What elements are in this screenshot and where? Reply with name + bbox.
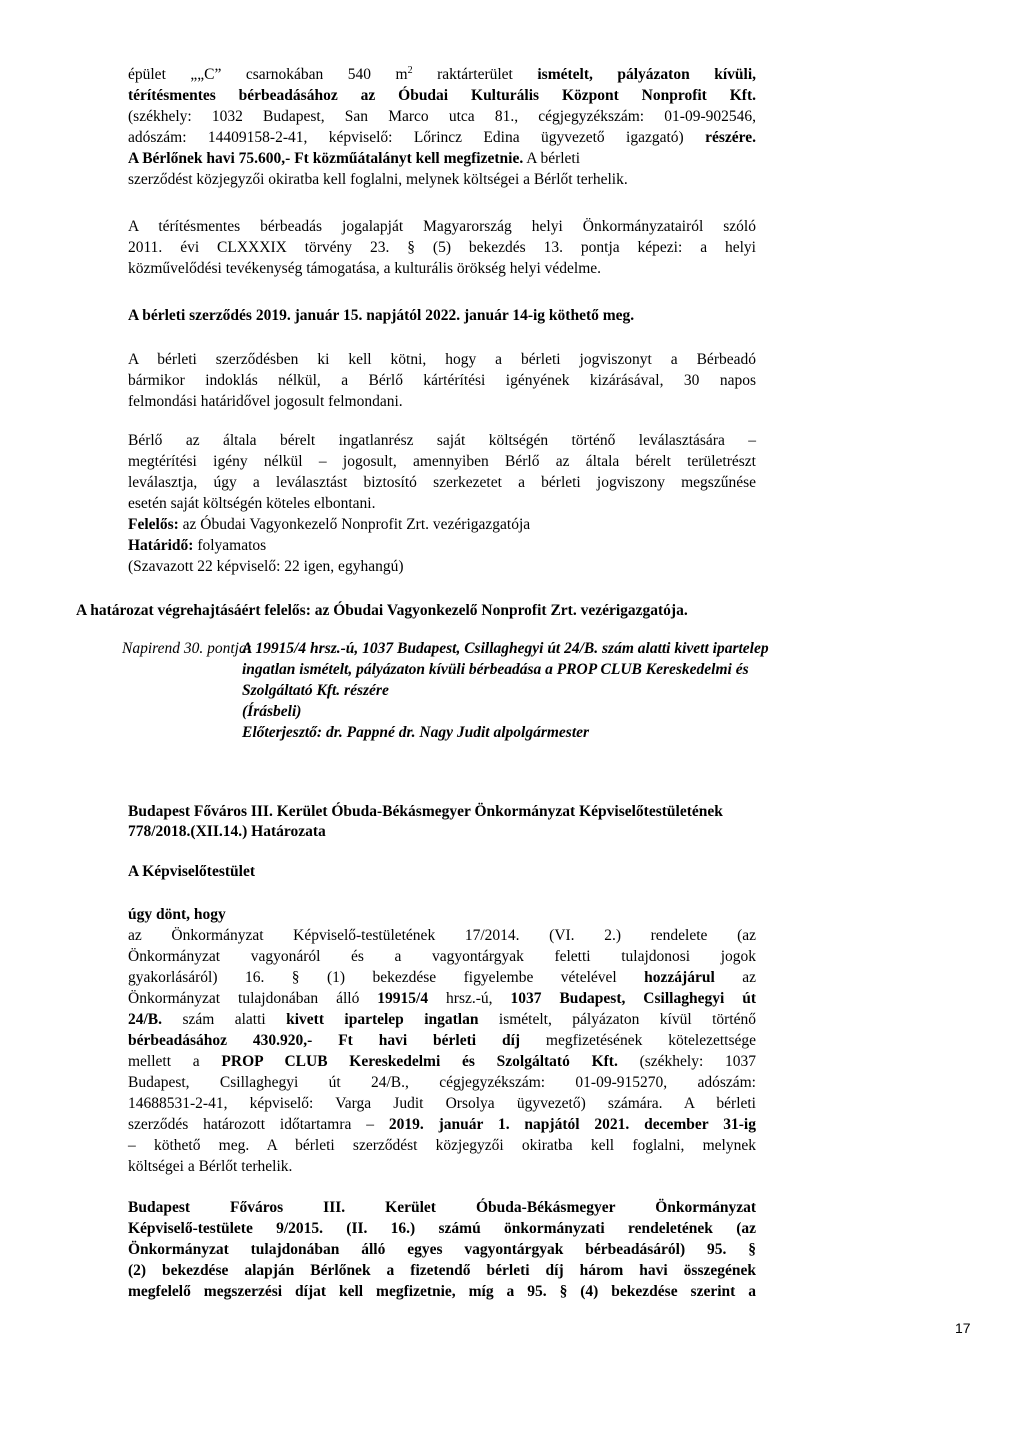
resolution-number: 778/2018.(XII.14.) Határozata	[128, 823, 326, 840]
body-title: A Képviselőtestület	[128, 863, 255, 880]
page-number: 17	[955, 1320, 971, 1336]
text-line: A bérleti szerződésben ki kell kötni, hogy a bérleti jogviszonyt a Bérbeadó	[128, 351, 756, 368]
fee-paragraph	[128, 1197, 756, 1302]
text-line: mellett a PROP CLUB Kereskedelmi és Szolgáltató Kft. (székhely: 1037	[128, 1053, 757, 1070]
text-line: 24/B. szám alatti kivett ipartelep ingatlan ismételt, pályázaton kívül történő	[128, 1011, 756, 1028]
text-line: térítésmentes bérbeadásához az Óbudai Kulturális Központ Nonprofit Kft.	[128, 87, 756, 104]
text-line: gyakorlásáról) 16. § (1) bekezdése figyelembe vételével hozzájárul az	[128, 969, 756, 986]
text-line: Budapest, Csillaghegyi út 24/B., cégjegyzékszám: 01-09-915270, adószám:	[128, 1074, 756, 1091]
execution-responsible: A határozat végrehajtásáért felelős: az Óbudai Vagyonkezelő Nonprofit Zrt. vezérigazgatója.	[76, 602, 688, 619]
vote-line: (Szavazott 22 képviselő: 22 igen, egyhangú)	[128, 558, 404, 575]
text-line: úgy dönt, hogy	[128, 906, 226, 923]
council-title: Budapest Főváros III. Kerület Óbuda-Békásmegyer Önkormányzat Képviselőtestületének	[128, 803, 723, 820]
text-line: az Önkormányzat Képviselő-testületének 17/2014. (VI. 2.) rendelete (az	[128, 927, 756, 944]
text-line: A bérleti szerződés 2019. január 15. napjától 2022. január 14-ig köthető meg.	[128, 307, 635, 324]
text-line: A térítésmentes bérbeadás jogalapját Magyarország helyi Önkormányzatairól szóló	[128, 218, 756, 235]
text-line: Bérlő az általa bérelt ingatlanrész saját költségén történő leválasztására –	[128, 432, 756, 449]
text-line: (székhely: 1032 Budapest, San Marco utca 81., cégjegyzékszám: 01-09-902546,	[128, 108, 756, 125]
text-line: Képviselő-testülete 9/2015. (II. 16.) számú önkormányzati rendeletének (az	[128, 1220, 756, 1237]
text-line: közművelődési tevékenység támogatása, a kulturális örökség helyi védelme.	[128, 260, 602, 277]
text-line: bármikor indoklás nélkül, a Bérlő kártérítési igényének kizárásával, 30 napos	[128, 372, 756, 389]
text-line: esetén saját költségén köteles elbontani.	[128, 495, 376, 512]
responsible-line: Felelős: az Óbudai Vagyonkezelő Nonprofit Zrt. vezérigazgatója	[128, 516, 531, 533]
text-line: megtérítési igény nélkül – jogosult, amennyiben Bérlő az általa bérelt területrészt	[128, 453, 756, 470]
text-line: felmondási határidővel jogosult felmondani.	[128, 393, 403, 410]
text-line: költségei a Bérlőt terhelik.	[128, 1158, 293, 1175]
text-line: szerződést közjegyzői okiratba kell foglalni, melynek költségei a Bérlőt terhelik.	[128, 171, 628, 188]
agenda-title: A 19915/4 hrsz.-ú, 1037 Budapest, Csillaghegyi út 24/B. szám alatti kivett ipartelep ingatlan ismételt, pályázaton kívüli bérbeadása a PROP CLUB Kereskedelmi és Szolgáltató Kft. részére (Írásbeli) Előterjesztő: dr. Pappné dr. Nagy Judit alpolgármester	[242, 640, 769, 741]
text-line: Önkormányzat vagyonáról és a vagyontárgyak feletti tulajdonosi jogok	[128, 948, 756, 965]
text-line: 2011. évi CLXXXIX törvény 23. § (5) bekezdés 13. pontja képezi: a helyi	[128, 239, 756, 256]
text-line: Önkormányzat tulajdonában álló egyes vagyontárgyak bérbeadásáról) 95. §	[128, 1241, 756, 1258]
text-line: 14688531-2-41, képviselő: Varga Judit Orsolya ügyvezető) számára. A bérleti	[128, 1095, 756, 1112]
text-line: A Bérlőnek havi 75.600,- Ft közműátalányt kell megfizetnie. A bérleti	[128, 150, 581, 167]
text-line: adószám: 14409158-2-41, képviselő: Lőrincz Edina ügyvezető igazgató) részére.	[128, 129, 756, 146]
deadline-line: Határidő: folyamatos	[128, 537, 267, 554]
text-line: leválasztja, úgy a leválasztást biztosító szerkezetet a bérleti jogviszony megszűnése	[128, 474, 756, 491]
termination-paragraph	[128, 349, 756, 412]
text-line: – köthető meg. A bérleti szerződést közjegyzői okiratba kell foglalni, melynek	[128, 1137, 756, 1154]
decision-paragraph	[128, 904, 756, 1177]
text-line: Önkormányzat tulajdonában álló 19915/4 hrsz.-ú, 1037 Budapest, Csillaghegyi út	[128, 990, 756, 1007]
text-line: megfelelő megszerzési díjat kell megfizetnie, míg a 95. § (4) bekezdése szerint a	[128, 1283, 756, 1300]
text-line: bérbeadásához 430.920,- Ft havi bérleti díj megfizetésének kötelezettsége	[128, 1032, 756, 1049]
text-line: szerződés határozott időtartamra – 2019. január 1. napjától 2021. december 31-ig	[128, 1116, 756, 1133]
legal-basis-paragraph	[128, 216, 756, 279]
lease-period-line	[128, 305, 756, 326]
lease-paragraph	[128, 64, 756, 190]
agenda-label: Napirend 30. pontja:	[122, 640, 252, 657]
text-line: (2) bekezdése alapján Bérlőnek a fizetendő bérleti díj három havi összegének	[128, 1262, 756, 1279]
text-line: Budapest Főváros III. Kerület Óbuda-Békásmegyer Önkormányzat	[128, 1199, 756, 1216]
separation-paragraph	[128, 430, 756, 577]
text-line: épület „„C” csarnokában 540 $m^2$ raktárterület ismételt, pályázaton kívüli,	[128, 64, 756, 83]
